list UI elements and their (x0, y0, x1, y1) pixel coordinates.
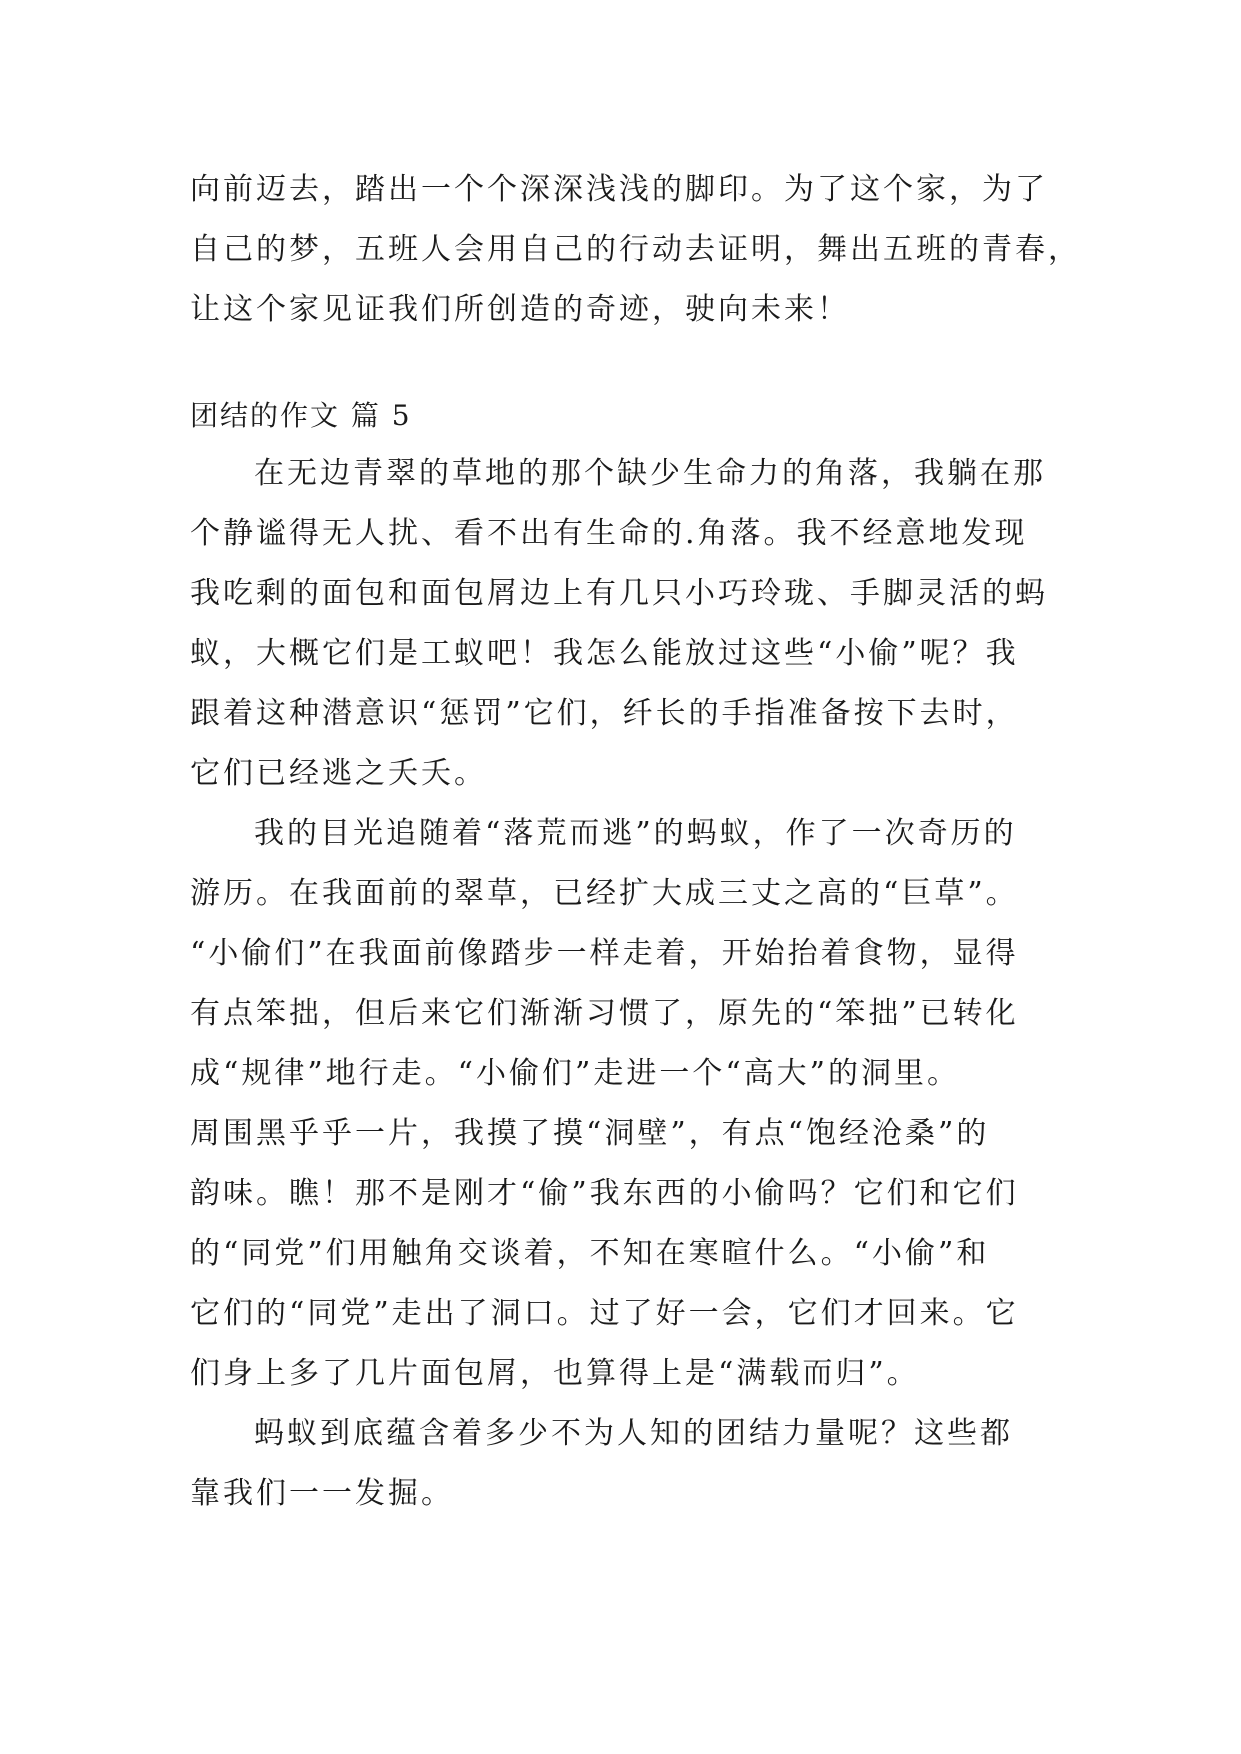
text-line: 它们已经逃之夭夭。 (190, 756, 487, 791)
text-line: 在无边青翠的草地的那个缺少生命力的角落，我躺在那 (254, 456, 1046, 491)
text-line: 们身上多了几片面包屑，也算得上是“满载而归”。 (190, 1356, 920, 1391)
section-spacer (190, 340, 1070, 388)
text-line: 有点笨拙，但后来它们渐渐习惯了，原先的“笨拙”已转化 (190, 996, 1019, 1031)
paragraph-1 (190, 444, 1070, 804)
intro-paragraph (190, 160, 1081, 340)
text-line: 向前迈去，踏出一个个深深浅浅的脚印。为了这个家，为了 (190, 172, 1048, 207)
text-line: 靠我们一一发掘。 (190, 1476, 454, 1511)
text-line: 它们的“同党”走出了洞口。过了好一会，它们才回来。它 (190, 1296, 1019, 1331)
text-line: 跟着这种潜意识“惩罚”它们，纤长的手指准备按下去时， (190, 696, 1019, 731)
document-body (190, 160, 1081, 1524)
text-line: 成“规律”地行走。“小偷们”走进一个“高大”的洞里。 (190, 1056, 961, 1091)
text-line: 韵味。瞧！那不是刚才“偷”我东西的小偷吗？它们和它们 (190, 1176, 1019, 1211)
text-line: 蚁，大概它们是工蚁吧！我怎么能放过这些“小偷”呢？我 (190, 636, 1019, 671)
text-line: 让这个家见证我们所创造的奇迹，驶向未来！ (190, 292, 850, 327)
paragraph-2 (190, 804, 1070, 1404)
text-line: 我吃剩的面包和面包屑边上有几只小巧玲珑、手脚灵活的蚂 (190, 576, 1048, 611)
text-line: 自己的梦，五班人会用自己的行动去证明，舞出五班的青春， (190, 232, 1081, 267)
text-line: 周围黑乎乎一片，我摸了摸“洞壁”，有点“饱经沧桑”的 (190, 1116, 990, 1151)
text-line: 个静谧得无人扰、看不出有生命的.角落。我不经意地发现 (190, 516, 1028, 551)
text-line: 我的目光追随着“落荒而逃”的蚂蚁，作了一次奇历的 (254, 816, 1017, 851)
text-line: “小偷们”在我面前像踏步一样走着，开始抬着食物，显得 (190, 936, 1019, 971)
section-heading: 团结的作文 篇 5 (190, 399, 412, 432)
text-line: 的“同党”们用触角交谈着，不知在寒暄什么。“小偷”和 (190, 1236, 990, 1271)
text-line: 游历。在我面前的翠草，已经扩大成三丈之高的“巨草”。 (190, 876, 1019, 911)
paragraph-3 (190, 1404, 1070, 1524)
text-line: 蚂蚁到底蕴含着多少不为人知的团结力量呢？这些都 (254, 1416, 1013, 1451)
